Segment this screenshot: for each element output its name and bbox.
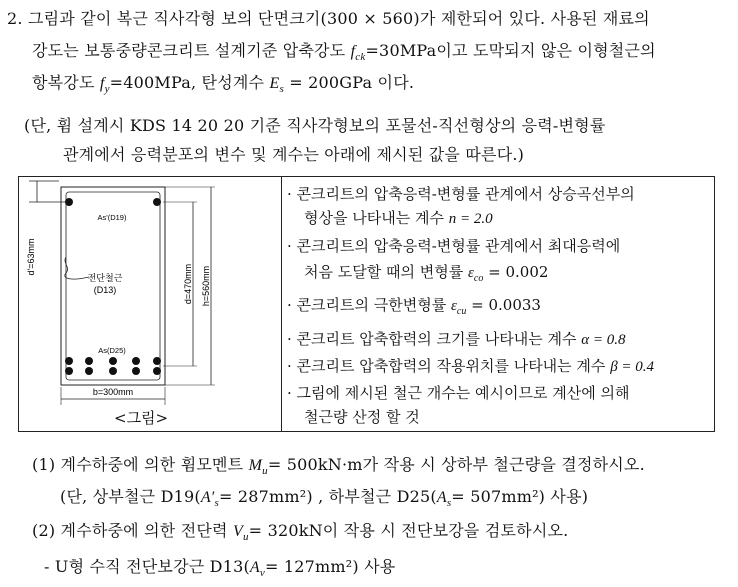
- bottom-bar: [132, 357, 140, 365]
- note-line-2: 관계에서 응력분포의 변수 및 계수는 아래에 제시된 값을 따른다.): [63, 145, 525, 164]
- question-1-note: (단, 상부철근 $D19(A'_s= 287mm^2)$ , 하부철근 $D25(A_s= 507mm^2)$ 사용): [60, 487, 589, 510]
- beam-section-figure: [19, 177, 281, 433]
- top-bar: [65, 198, 73, 206]
- problem-line-2-a: 강도는 보통중량콘크리트 설계기준 압축강도: [32, 41, 346, 60]
- bottom-bar: [109, 367, 117, 375]
- condition-1-line-1: · 콘크리트의 압축응력-변형률 관계에서 상승곡선부의: [287, 185, 635, 203]
- as-top-label: As'(D19): [97, 213, 127, 222]
- mu-symbol: $M_u$: [248, 457, 268, 478]
- as-symbol: $A_s$: [436, 489, 452, 510]
- d-prime-label: d'=63mm: [26, 238, 36, 276]
- bottom-bar: [109, 357, 117, 365]
- b-label: b=300mm: [92, 387, 134, 397]
- figure-conditions-box: [18, 176, 715, 432]
- condition-2-line-1: · 콘크리트의 압축응력-변형률 관계에서 최대응력에: [287, 237, 621, 255]
- bottom-bar: [132, 367, 140, 375]
- box-divider: [281, 177, 282, 431]
- vu-symbol: $V_u$: [232, 523, 249, 544]
- condition-5: · 콘크리트 압축합력의 작용위치를 나타내는 계수 β = 0.4: [287, 357, 655, 375]
- problem-line-3-b: =400MPa, 탄성계수: [109, 73, 265, 92]
- condition-4: · 콘크리트 압축합력의 크기를 나타내는 계수 α = 0.8: [287, 330, 626, 348]
- condition-2-line-2: 처음 도달할 때의 변형률 $\varepsilon_{co} = 0.002$: [304, 263, 549, 284]
- av-symbol: $A_v$: [249, 559, 265, 580]
- as-bottom-label: As(D25): [98, 346, 126, 355]
- problem-line-2-b: =30MPa이고 도막되지 않은 이형철근의: [365, 41, 656, 60]
- condition-6-line-2: 철근량 산정 할 것: [304, 408, 420, 426]
- bottom-bar: [65, 357, 73, 365]
- fy-symbol: $f_y$: [99, 75, 110, 96]
- fck-symbol: $f_{ck}$: [350, 43, 366, 64]
- bottom-bar: [65, 367, 73, 375]
- problem-line-2: [32, 38, 656, 63]
- es-symbol: $E_s$: [269, 75, 284, 96]
- bottom-bar: [85, 367, 93, 375]
- top-bar: [153, 198, 161, 206]
- question-2-note: - U형 수직 전단보강근 $D13(A_v= 127mm^2)$ 사용: [44, 557, 396, 580]
- problem-line-3-c: = 200GPa 이다.: [289, 73, 415, 92]
- stirrup-label-2: (D13): [93, 285, 117, 295]
- note-line-1: (단, 휨 설계시 KDS 14 20 20 기준 직사각형보의 포물선-직선형상의 응력-변형률: [24, 116, 606, 135]
- bottom-bar: [153, 357, 161, 365]
- condition-3: · 콘크리트의 극한변형률 $\varepsilon_{cu} = 0.0033$: [287, 296, 541, 317]
- question-2: (2) 계수하중에 의한 전단력 $V_u= 320kN$이 작용 시 전단보강을 검토하시오.: [32, 521, 569, 544]
- d-label: d=470mm: [183, 263, 193, 305]
- as-prime-symbol: $A'_s$: [200, 489, 219, 510]
- h-label: h=560mm: [201, 265, 211, 307]
- condition-6-line-1: · 그림에 제시된 철근 개수는 예시이므로 계산에 의해: [287, 384, 630, 402]
- bottom-bar: [85, 357, 93, 365]
- condition-1-line-2: 형상을 나타내는 계수 n = 2.0: [304, 209, 493, 227]
- stirrup-leader: [65, 257, 89, 279]
- problem-line-3-a: 항복강도: [32, 73, 95, 92]
- stirrup-label-1: 전단철근: [87, 273, 123, 283]
- bottom-bar: [153, 367, 161, 375]
- question-1: (1) 계수하중에 의한 휨모멘트 $M_u= 500kN\cdot m$가 작용 시 상하부 철근량을 결정하시오.: [32, 455, 645, 478]
- problem-line-3: [32, 70, 414, 95]
- problem-line-1: 2. 그림과 같이 복근 직사각형 보의 단면크기(300 × 560)가 제한되어 있다. 사용된 재료의: [7, 9, 650, 28]
- figure-caption: <그림>: [114, 409, 169, 427]
